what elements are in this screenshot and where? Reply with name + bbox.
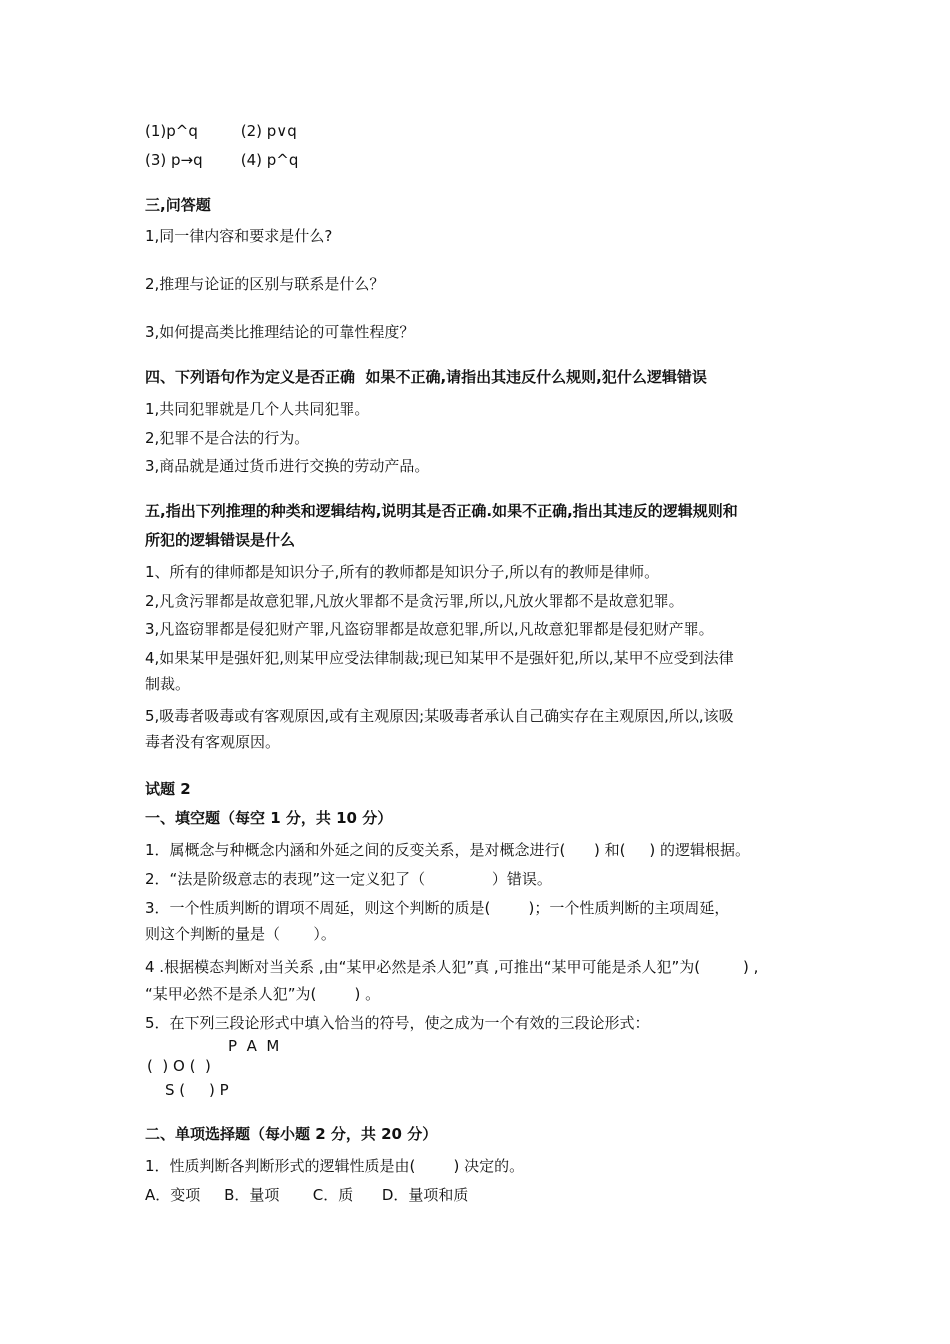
syllogism-conclusion: S ( ) P — [165, 1081, 229, 1099]
formula-line-2: (3) p→q (4) p^q — [145, 151, 299, 169]
section-5-question-4-line-1: 4,如果某甲是强奸犯,则某甲应受法律制裁;现已知某甲不是强奸犯,所以,某甲不应受到法律 — [145, 649, 734, 667]
section-4-title: 四、下列语句作为定义是否正确 如果不正确,请指出其违反什么规则,犯什么逻辑错误 — [145, 368, 707, 386]
section-5-title-line-1: 五,指出下列推理的种类和逻辑结构,说明其是否正确.如果不正确,指出其违反的逻辑规则和 — [145, 502, 738, 520]
section-5-question-3: 3,凡盗窃罪都是侵犯财产罪,凡盗窃罪都是故意犯罪,所以,凡故意犯罪都是侵犯财产罪。 — [145, 620, 714, 638]
section-5-question-5-line-1: 5,吸毒者吸毒或有客观原因,或有主观原因;某吸毒者承认自己确实存在主观原因,所以,该吸 — [145, 707, 734, 725]
section-5-title-line-2: 所犯的逻辑错误是什么 — [145, 531, 296, 549]
section-3-question-2: 2,推理与论证的区别与联系是什么？ — [145, 275, 385, 293]
test-2-section-2-question-1-options: A．变项 B．量项 C．质 D．量项和质 — [145, 1186, 469, 1204]
section-3-question-1: 1,同一律内容和要求是什么? — [145, 227, 333, 245]
section-3-title: 三,问答题 — [145, 196, 211, 214]
test-2-section-2-question-1: 1．性质判断各判断形式的逻辑性质是由( ) 决定的。 — [145, 1157, 525, 1175]
section-4-question-2: 2,犯罪不是合法的行为。 — [145, 429, 310, 447]
test-2-section-1-title: 一、填空题（每空 1 分，共 10 分） — [145, 809, 393, 827]
section-5-question-4-line-2: 制裁。 — [145, 675, 191, 693]
section-4-question-3: 3,商品就是通过货币进行交换的劳动产品。 — [145, 457, 430, 475]
test-2-question-4-line-1: 4 .根据模态判断对当关系 ,由“某甲必然是杀人犯”真 ,可推出“某甲可能是杀人犯”为( ) , — [145, 958, 759, 976]
test-2-question-3-line-1: 3．一个性质判断的谓项不周延，则这个判断的质是( )；一个性质判断的主项周延， — [145, 899, 730, 917]
syllogism-major-premise: P A M — [228, 1037, 280, 1055]
test-2-question-3-line-2: 则这个判断的量是（ ）。 — [145, 925, 336, 943]
test-2-title: 试题 2 — [145, 780, 191, 798]
formula-line-1: (1)p^q (2) p∨q — [145, 122, 297, 140]
syllogism-minor-premise: ( ) O ( ) — [147, 1057, 211, 1075]
section-5-question-2: 2,凡贪污罪都是故意犯罪,凡放火罪都不是贪污罪,所以,凡放火罪都不是故意犯罪。 — [145, 592, 684, 610]
section-3-question-3: 3,如何提高类比推理结论的可靠性程度？ — [145, 323, 415, 341]
test-2-question-5: 5．在下列三段论形式中填入恰当的符号，使之成为一个有效的三段论形式： — [145, 1014, 650, 1032]
test-2-question-2: 2．“法是阶级意志的表现”这一定义犯了（ ）错误。 — [145, 870, 552, 888]
section-5-question-5-line-2: 毒者没有客观原因。 — [145, 733, 281, 751]
test-2-section-2-title: 二、单项选择题（每小题 2 分，共 20 分） — [145, 1125, 438, 1143]
test-2-question-4-line-2: “某甲必然不是杀人犯”为( ) 。 — [145, 985, 381, 1003]
section-4-question-1: 1,共同犯罪就是几个人共同犯罪。 — [145, 400, 370, 418]
test-2-question-1: 1．属概念与种概念内涵和外延之间的反变关系，是对概念进行( ) 和( ) 的逻辑根据。 — [145, 841, 750, 859]
section-5-question-1: 1、所有的律师都是知识分子,所有的教师都是知识分子,所以有的教师是律师。 — [145, 563, 660, 581]
